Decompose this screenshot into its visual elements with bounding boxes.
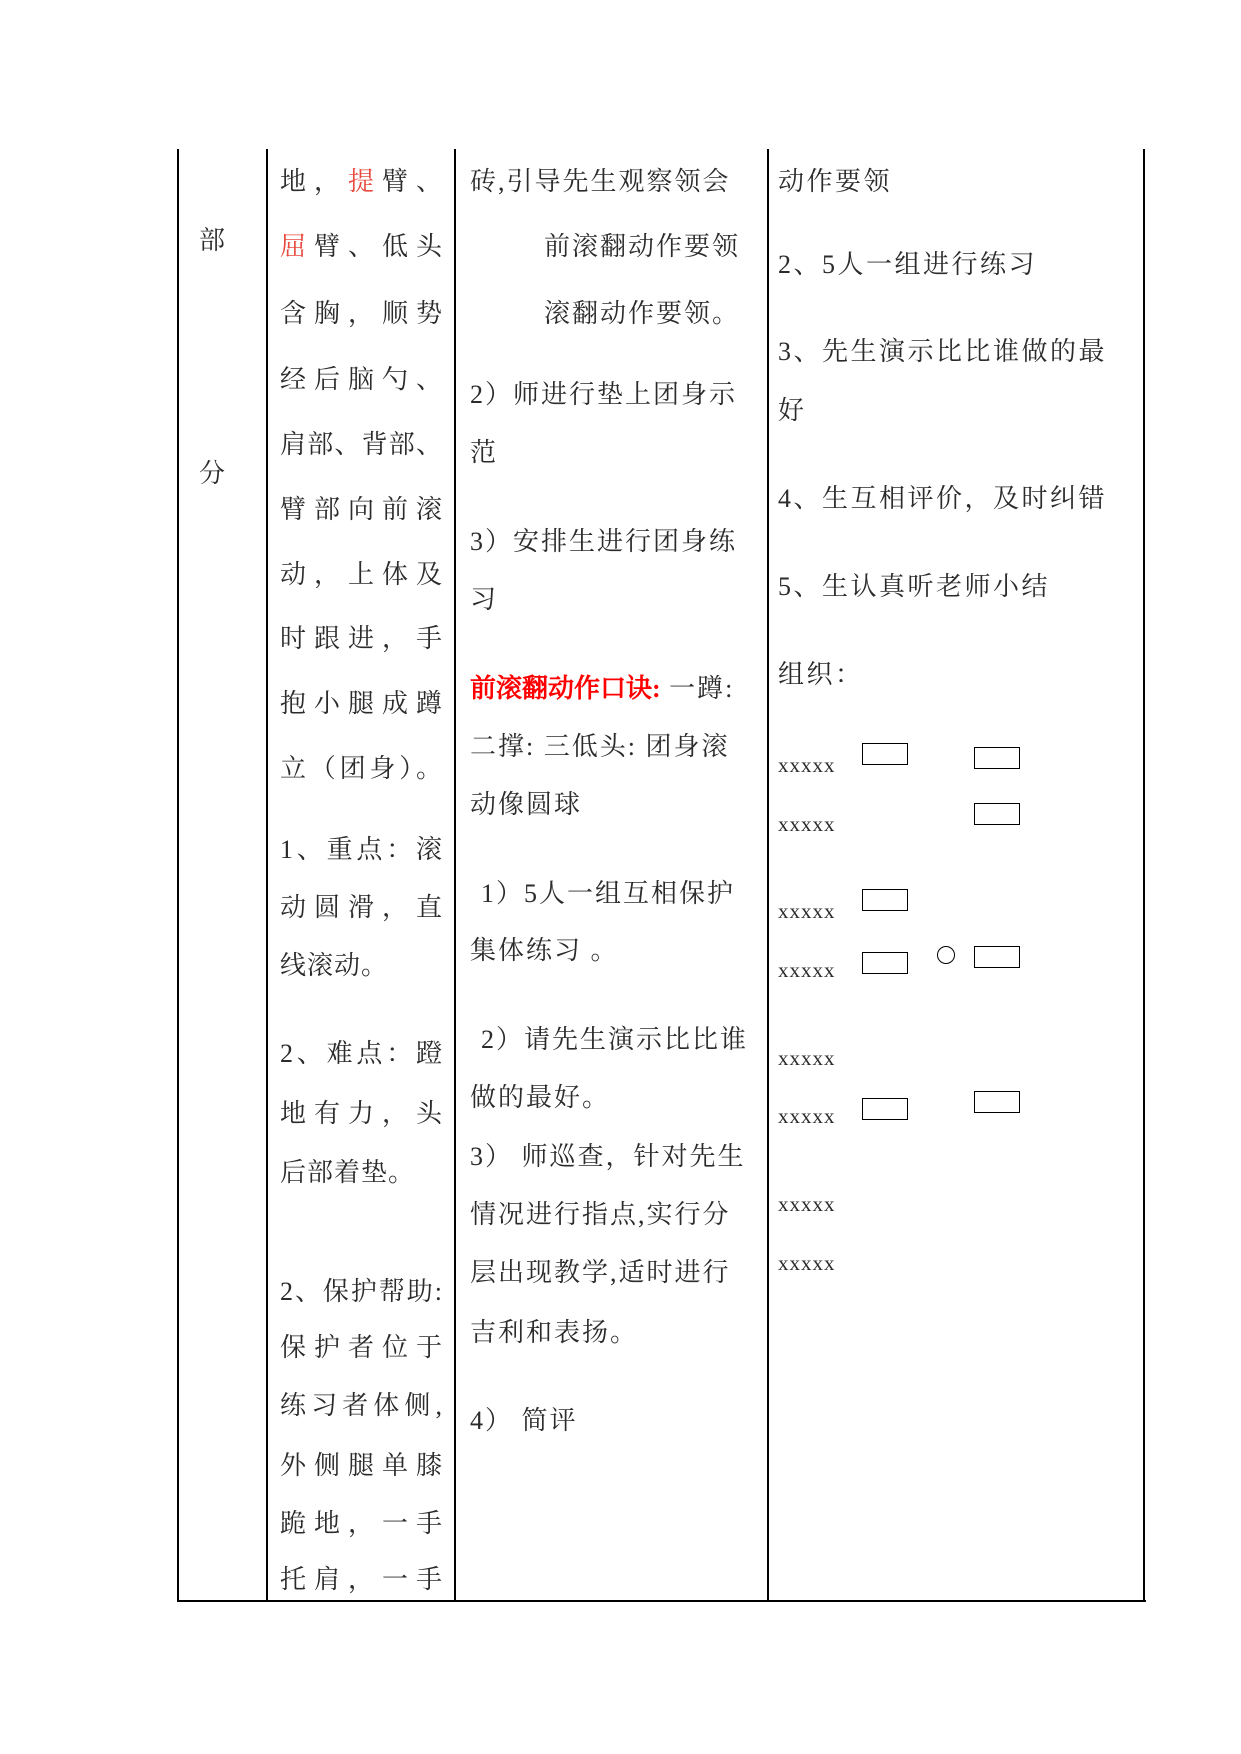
formation-row: xxxxx	[778, 753, 836, 777]
section-label-char: 部	[199, 226, 226, 255]
rectangle-mat-icon	[974, 803, 1020, 825]
highlighted-char: 屈	[280, 232, 314, 261]
col4-line: 好	[778, 396, 807, 425]
formation-row: xxxxx	[778, 899, 836, 923]
text-segment: 臂、	[381, 167, 442, 196]
col2-line: 动圆滑，直	[280, 893, 442, 922]
col3-line: 砖,引导先生观察领会	[470, 167, 731, 196]
rhyme-label: 前滚翻动作口诀:	[470, 674, 661, 703]
col4-line: 4、生互相评价，及时纠错	[778, 484, 1108, 513]
col2-line: 2、保护帮助:	[280, 1277, 442, 1306]
col3-line: 1）5人一组互相保护	[481, 879, 736, 908]
col2-line: 地有力，头	[280, 1099, 442, 1128]
col4-line: 5、生认真听老师小结	[778, 572, 1051, 601]
col3-line: 2）师进行垫上团身示	[470, 380, 738, 409]
col2-line: 肩部、背部、	[280, 430, 442, 459]
rectangle-mat-icon	[862, 889, 908, 911]
rectangle-mat-icon	[974, 1091, 1020, 1113]
text-segment: 臂、低头	[314, 232, 442, 261]
col2-line: 经后脑勺、	[280, 365, 442, 394]
col2-line: 线滚动。	[280, 951, 389, 980]
column-divider-2	[454, 149, 456, 1601]
circle-teacher-icon	[937, 946, 955, 964]
col2-line: 练习者体侧,	[280, 1391, 442, 1420]
col3-line: 情况进行指点,实行分	[470, 1200, 731, 1229]
col2-line: 动，上体及	[280, 560, 442, 589]
formation-row: xxxxx	[778, 1251, 836, 1275]
col3-line: 动像圆球	[470, 790, 583, 819]
col2-line: 托肩，一手	[280, 1565, 442, 1594]
formation-row: xxxxx	[778, 1192, 836, 1216]
col2-line: 保护者位于	[280, 1333, 442, 1362]
col3-line: 前滚翻动作要领	[544, 232, 741, 261]
col3-line: 吉利和表扬。	[470, 1318, 639, 1347]
col4-line: 动作要领	[778, 167, 893, 196]
rectangle-mat-icon	[974, 747, 1020, 769]
col2-line	[280, 166, 442, 198]
col2-line: 外侧腿单膝	[280, 1451, 442, 1480]
rectangle-mat-icon	[862, 952, 908, 974]
text-segment: 地，	[280, 167, 348, 196]
section-label-char: 分	[199, 459, 226, 488]
formation-row: xxxxx	[778, 1104, 836, 1128]
col2-line: 立（团身）。	[280, 754, 442, 783]
col3-line: 范	[470, 438, 499, 467]
col4-line: 组织：	[778, 660, 864, 689]
col3-line: 集体练习 。	[470, 936, 619, 965]
table-border-bottom	[177, 1600, 1146, 1602]
col2-line	[280, 231, 442, 263]
col4-line: 3、先生演示比比谁做的最	[778, 337, 1108, 366]
col3-line: 做的最好。	[470, 1083, 611, 1112]
col2-line: 跪地，一手	[280, 1509, 442, 1538]
col3-line	[470, 673, 734, 705]
col2-line: 含胸，顺势	[280, 299, 442, 328]
col2-line: 抱小腿成蹲	[280, 689, 442, 718]
col3-line: 滚翻动作要领。	[544, 299, 741, 328]
column-divider-3	[767, 149, 769, 1601]
formation-row: xxxxx	[778, 812, 836, 836]
rectangle-mat-icon	[862, 1098, 908, 1120]
col3-line: 层出现教学,适时进行	[470, 1258, 731, 1287]
col3-line: 2）请先生演示比比谁	[481, 1025, 749, 1054]
text-segment: 一蹲:	[660, 674, 735, 703]
rectangle-mat-icon	[974, 946, 1020, 968]
col2-line: 臂部向前滚	[280, 495, 442, 524]
table-border-left	[177, 149, 179, 1601]
rectangle-mat-icon	[862, 743, 908, 765]
col2-line: 时跟进，手	[280, 624, 442, 653]
col3-line: 习	[470, 585, 499, 614]
highlighted-char: 提	[347, 167, 382, 196]
col3-line: 4） 简评	[470, 1406, 578, 1435]
col2-line: 后部着垫。	[280, 1158, 416, 1187]
formation-row: xxxxx	[778, 958, 836, 982]
column-divider-1	[266, 149, 268, 1601]
formation-row: xxxxx	[778, 1046, 836, 1070]
col2-line: 1、重点：滚	[280, 835, 442, 864]
col3-line: 3） 师巡查，针对先生	[470, 1142, 746, 1171]
col4-line: 2、5人一组进行练习	[778, 250, 1038, 279]
col3-line: 3）安排生进行团身练	[470, 527, 738, 556]
col3-line: 二撑: 三低头: 团身滚	[470, 732, 730, 761]
table-border-right	[1143, 149, 1145, 1601]
col2-line: 2、难点：蹬	[280, 1039, 442, 1068]
